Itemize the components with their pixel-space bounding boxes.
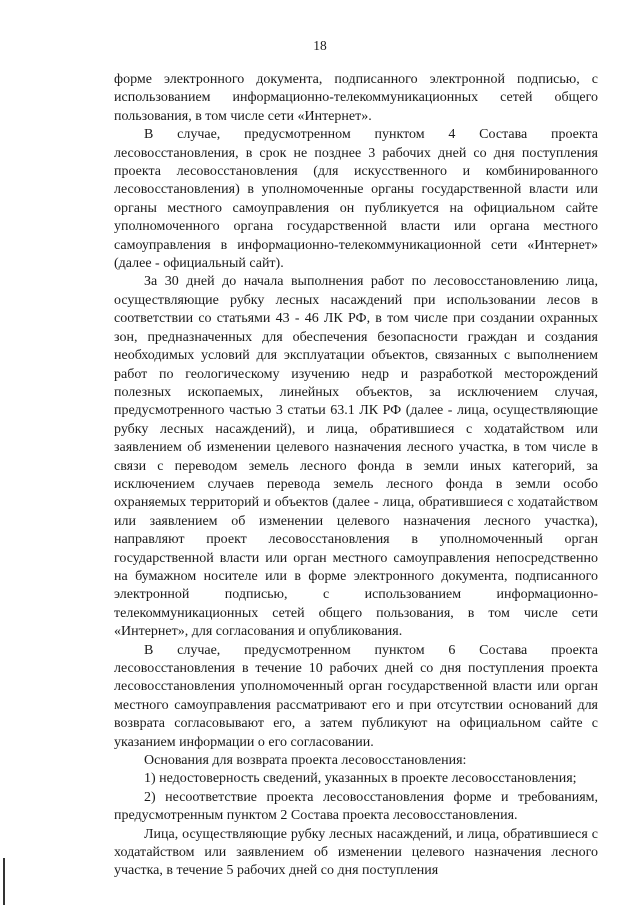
paragraph-responsible-persons: Лица, осуществляющие рубку лесных насаждений, и лица, обратившиеся с ходатайством или заявлением об изменении целевого назначения лесного участка, в течение 5 рабочих дней со дня поступления [114, 826, 598, 879]
paragraph-approval-rule: В случае, предусмотренном пунктом 6 Состава проекта лесовосстановления в течение 10 рабочих дней со дня поступления проекта лесовосстановления уполномоченный орган государственной власти или орган местного самоуправления рассматривают его и при отсутствии оснований для возврата согласовывают его, а затем публикуют на официальном сайте с указанием информации о его согласовании. [114, 642, 598, 750]
paragraph-publication-rule: В случае, предусмотренном пунктом 4 Состава проекта лесовосстановления, в срок не позднее 3 рабочих дней со дня поступления проекта лесовосстановления (для искусственного и комбинированного лесовосстановления) в уполномоченные органы государственной власти или органы местного самоуправления он публикуется на официальном сайте уполномоченного органа государственной власти или органа местного самоуправления в информационно-телекоммуникационной сети «Интернет» (далее - официальный сайт). [114, 127, 598, 272]
scan-edge-mark [3, 858, 5, 905]
paragraph-continuation: форме электронного документа, подписанного электронной подписью, с использованием информационно-телекоммуникационных сетей общего пользования, в том числе сети «Интернет». [114, 72, 598, 124]
page-number: 18 [313, 38, 327, 53]
paragraph-submission-rule: За 30 дней до начала выполнения работ по лесовосстановлению лица, осуществляющие рубку лесных насаждений при использовании лесов в соответствии со статьями 43 - 46 ЛК РФ, в том числе при создании охранных зон, предназначенных для обеспечения безопасности граждан и создания необходимых условий для эксплуатации объектов, связанных с выполнением работ по геологическому изучению недр и разработкой месторождений полезных ископаемых, линейных объектов, за исключением случая, предусмотренного частью 3 статьи 63.1 ЛК РФ (далее - лица, осуществляющие рубку лесных насаждений), и лица, обратившиеся с ходатайством или заявлением об изменении целевого назначения лесного участка, в том числе в связи с переводом земель лесного фонда в земли иных категорий, за исключением случаев перевода земель лесного фонда в земли особо охраняемых территорий и объектов (далее - лица, обратившиеся с ходатайством или заявлением об изменении целевого назначения лесного участка), направляют проект лесовосстановления в уполномоченный орган государственной власти или орган местного самоуправления непосредственно на бумажном носителе или в форме электронного документа, подписанного электронной подписью, с использованием информационно-телекоммуникационных сетей общего пользования, в том числе сети «Интернет», для согласования и опубликования. [114, 274, 598, 640]
paragraph-return-grounds-heading: Основания для возврата проекта лесовосстановления: [144, 753, 467, 769]
list-item-return-ground-1: 1) недостоверность сведений, указанных в проекте лесовосстановления; [144, 771, 577, 787]
list-item-return-ground-2: 2) несоответствие проекта лесовосстановления форме и требованиям, предусмотренным пунктом 2 Состава проекта лесовосстановления. [114, 789, 598, 824]
document-body [114, 71, 598, 881]
